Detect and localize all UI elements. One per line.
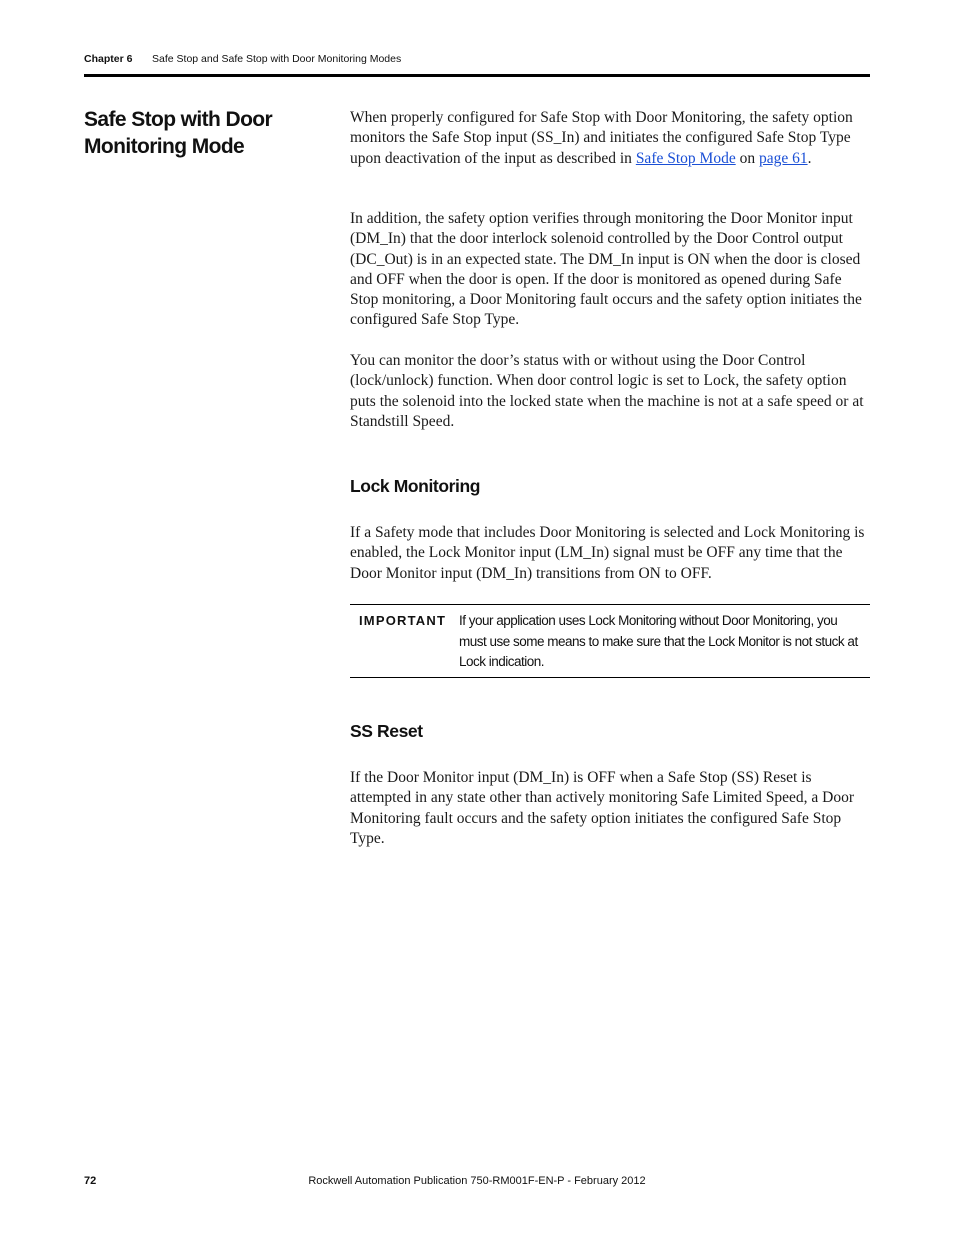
chapter-title: Safe Stop and Safe Stop with Door Monitoring Modes [152, 53, 402, 65]
door-control-text: You can monitor the door’s status with or without using the Door Control (lock/unlock) function. When door control logic is set to Lock, the safety option puts the solenoid into the locked state when the machine is not at a safe speed or at Standstill Speed. [350, 352, 864, 430]
intro-text: When properly configured for Safe Stop with Door Monitoring, the safety option monitors the Safe Stop input (SS_In) and initiates the configured Safe Stop Type upon deactivation of the input as described in [350, 109, 853, 167]
header-rule [84, 74, 870, 77]
important-note [350, 604, 870, 678]
ss-reset-paragraph [350, 768, 870, 849]
important-label: IMPORTANT [359, 613, 447, 628]
lock-monitoring-paragraph [350, 523, 870, 584]
intro-mid-text: on [735, 149, 759, 167]
intro-end-text: . [807, 149, 812, 167]
ss-reset-heading: SS Reset [350, 721, 423, 741]
chapter-label: Chapter 6 [84, 53, 133, 65]
important-text: If your application uses Lock Monitoring without Door Monitoring, you must use some means to make sure that the Lock Monitor is not stuck at Lock indication. [459, 613, 858, 669]
page-61-link[interactable]: page 61 [758, 149, 808, 167]
section-title: Safe Stop with Door Monitoring Mode [84, 108, 273, 158]
ss-reset-text: If the Door Monitor input (DM_In) is OFF when a Safe Stop (SS) Reset is attempted in any state other than actively monitoring Safe Limited Speed, a Door Monitoring fault occurs and the safety option initiates the configured Safe Stop Type. [350, 769, 855, 847]
door-monitor-paragraph [350, 209, 870, 331]
lock-monitoring-text: If a Safety mode that includes Door Monitoring is selected and Lock Monitoring is enabled, the Lock Monitor input (LM_In) signal must be OFF any time that the Door Monitor input (DM_In) transitions from ON to OFF. [350, 524, 865, 582]
safe-stop-mode-link[interactable]: Safe Stop Mode [635, 149, 736, 167]
door-control-paragraph [350, 351, 870, 432]
intro-paragraph [350, 108, 870, 169]
page-header [84, 53, 870, 65]
publication-info: Rockwell Automation Publication 750-RM001F-EN-P - February 2012 [308, 1175, 646, 1187]
lock-monitoring-heading: Lock Monitoring [350, 476, 481, 496]
page-number: 72 [84, 1175, 97, 1187]
door-monitor-text: In addition, the safety option verifies through monitoring the Door Monitor input (DM_In) that the door interlock solenoid controlled by the Door Control output (DC_Out) is in an expected state. The DM_In input is ON when the door is closed and OFF when the door is open. If the door is monitored as opened during Safe Stop monitoring, a Door Monitoring fault occurs and the safety option initiates the configured Safe Stop Type. [350, 210, 862, 329]
